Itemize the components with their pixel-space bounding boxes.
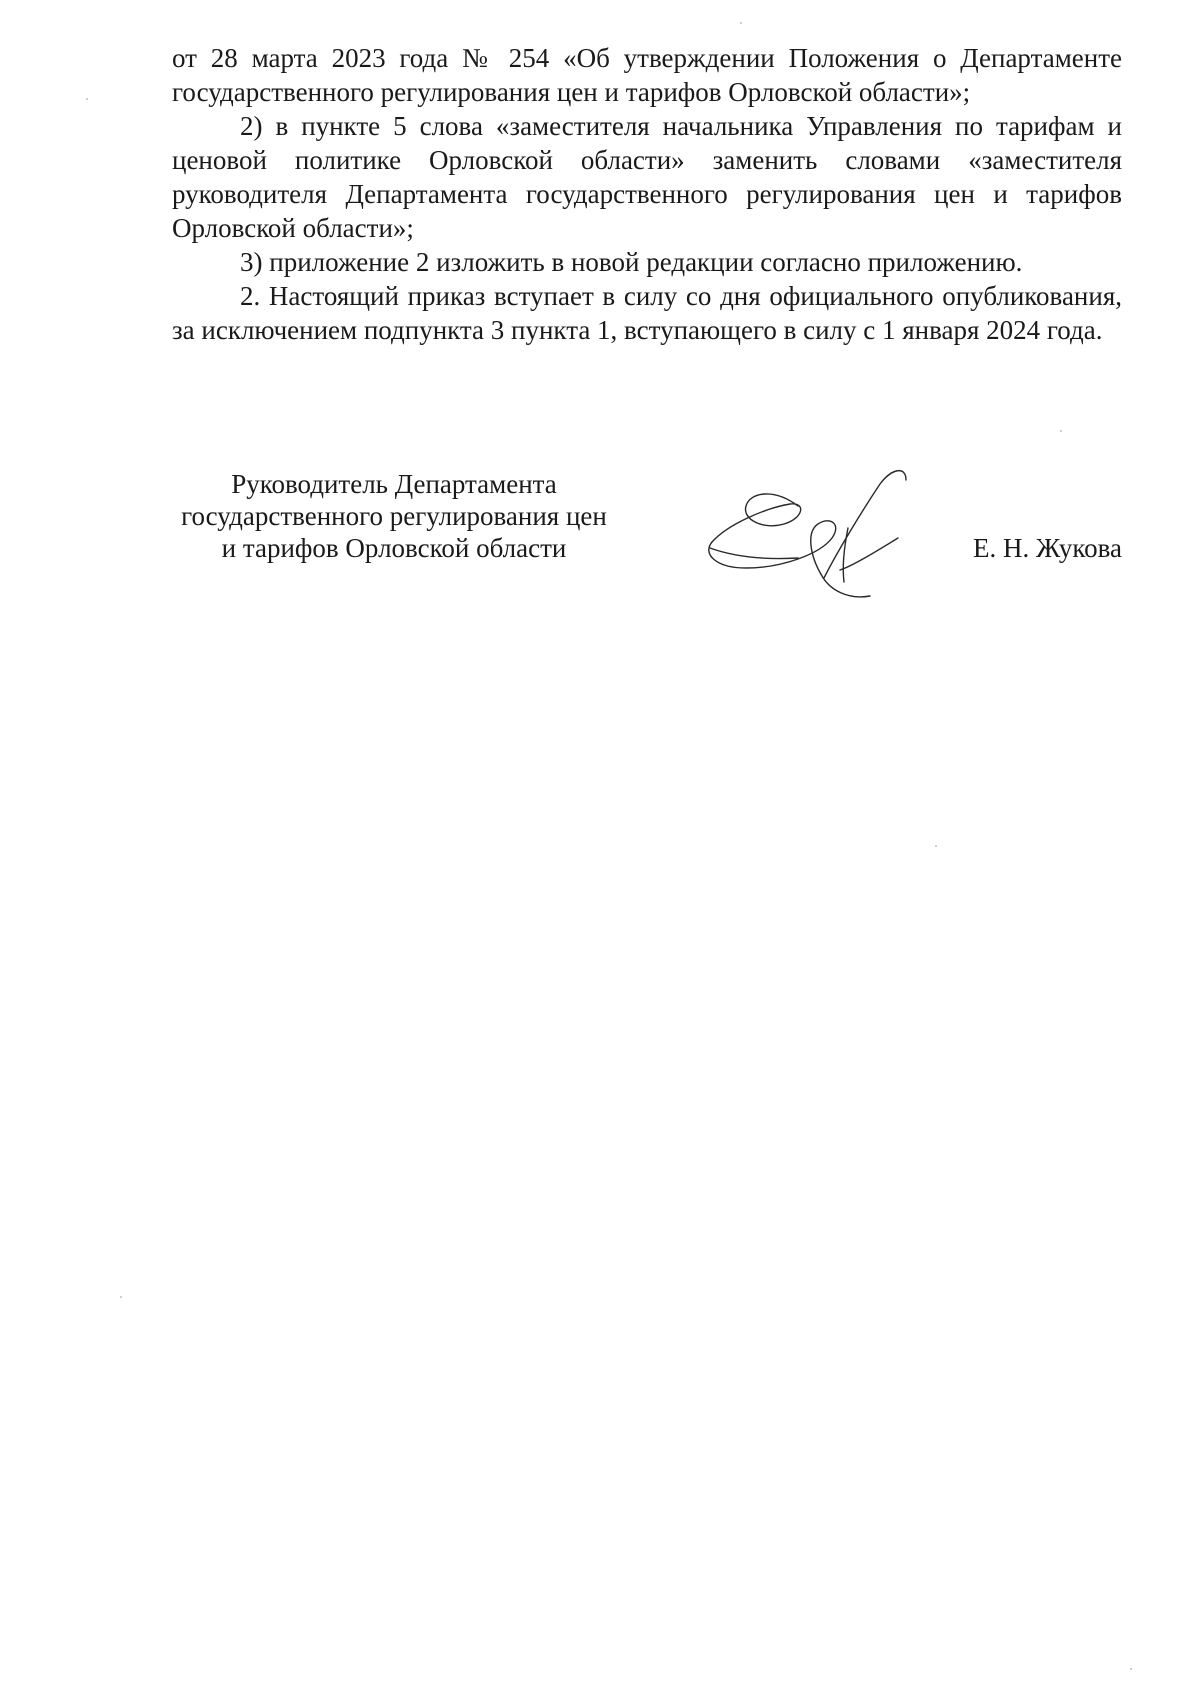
scan-speck [740, 22, 742, 24]
signer-position-line-1: Руководитель Департамента [231, 469, 557, 499]
signer-position-line-3: и тарифов Орловской области [221, 533, 567, 563]
scan-speck [120, 1296, 122, 1298]
signer-name: Е. Н. Жукова [973, 533, 1122, 563]
scan-speck [935, 845, 937, 847]
paragraph-effective-date: 2. Настоящий приказ вступает в силу со дня официального опубликования, за исключением подпункта 3 пункта 1, вступающего в силу с 1 января 2024 года. [172, 281, 1122, 345]
handwritten-signature [702, 458, 922, 608]
paragraph-item-2: 2) в пункте 5 слова «заместителя начальника Управления по тарифам и ценовой политике Орловской области» заменить словами «заместителя руководителя Департамента государственного регулирования цен и тарифов Орловской области»; [172, 111, 1122, 243]
scan-speck [1060, 430, 1062, 432]
signer-position [150, 468, 638, 564]
paragraph-order-reference: от 28 марта 2023 года № 254 «Об утверждении Положения о Департаменте государственного регулирования цен и тарифов Орловской области»; [172, 43, 1122, 107]
paragraph-item-3: 3) приложение 2 изложить в новой редакции согласно приложению. [240, 247, 1023, 277]
document-body [172, 41, 1122, 347]
scan-speck [1130, 1668, 1132, 1670]
signature-block [150, 468, 1122, 608]
scan-speck [86, 98, 88, 100]
signer-position-line-2: государственного регулирования цен [181, 501, 607, 531]
